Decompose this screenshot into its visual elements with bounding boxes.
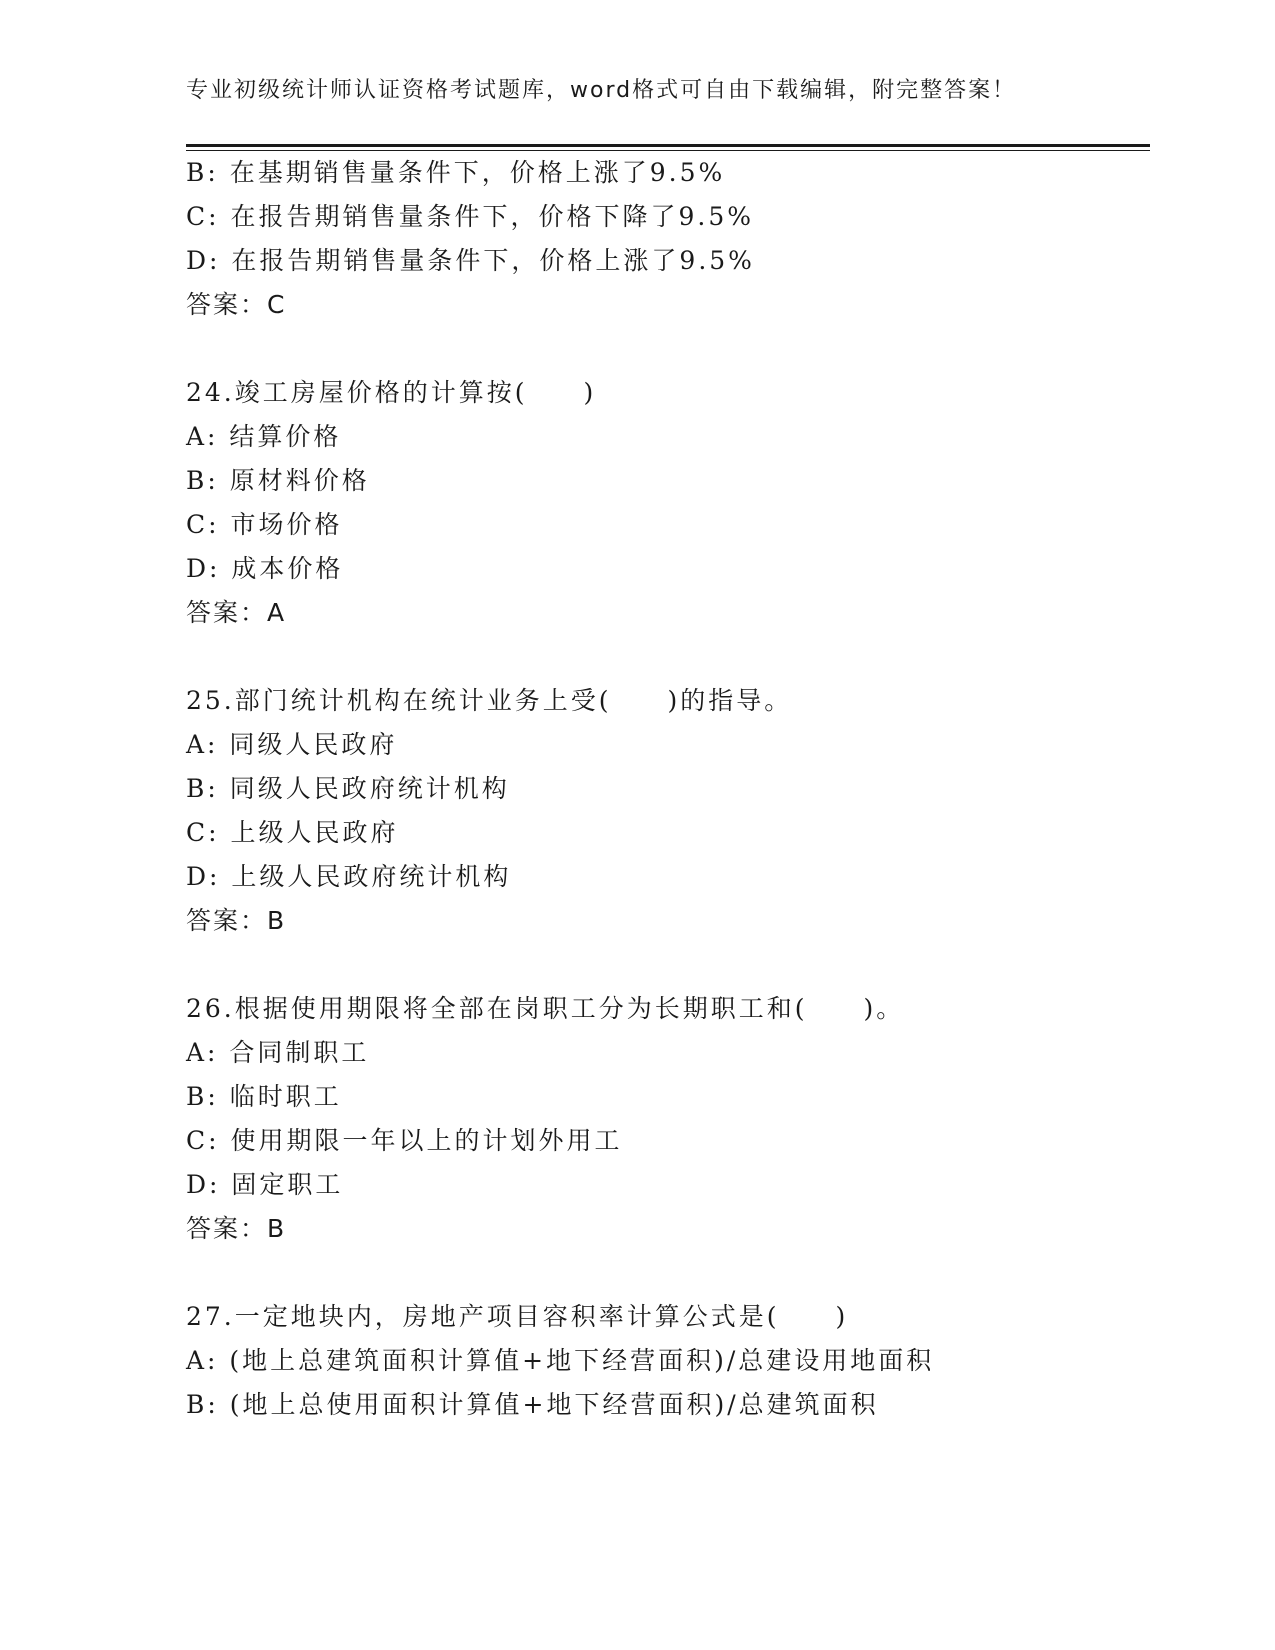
- option-b-q25: B: 同级人民政府统计机构: [186, 774, 510, 803]
- header-rule-thin: [186, 150, 1150, 151]
- answer-q25: 答案：B: [186, 906, 287, 935]
- question-26: 26.根据使用期限将全部在岗职工分为长期职工和( )。: [186, 994, 905, 1023]
- option-b-q26: B: 临时职工: [186, 1082, 342, 1111]
- option-c-q25: C: 上级人民政府: [186, 818, 399, 847]
- option-a-q25: A: 同级人民政府: [186, 730, 398, 759]
- option-d-q23: D: 在报告期销售量条件下，价格上涨了9.5%: [186, 246, 755, 275]
- answer-q26: 答案：B: [186, 1214, 287, 1243]
- answer-q23: 答案：C: [186, 290, 287, 319]
- option-b-q24: B: 原材料价格: [186, 466, 370, 495]
- option-d-q26: D: 固定职工: [186, 1170, 344, 1199]
- option-d-q25: D: 上级人民政府统计机构: [186, 862, 512, 891]
- question-25: 25.部门统计机构在统计业务上受( )的指导。: [186, 686, 793, 715]
- option-a-q27: A: (地上总建筑面积计算值+地下经营面积)/总建设用地面积: [186, 1346, 935, 1375]
- question-27: 27.一定地块内，房地产项目容积率计算公式是( ): [186, 1302, 849, 1331]
- option-c-q24: C: 市场价格: [186, 510, 343, 539]
- option-c-q26: C: 使用期限一年以上的计划外用工: [186, 1126, 623, 1155]
- page-header: 专业初级统计师认证资格考试题库，word格式可自由下载编辑，附完整答案！: [186, 78, 1017, 103]
- question-24: 24.竣工房屋价格的计算按( ): [186, 378, 597, 407]
- option-a-q26: A: 合同制职工: [186, 1038, 370, 1067]
- header-rule: [186, 144, 1150, 147]
- option-b-q27: B: (地上总使用面积计算值+地下经营面积)/总建筑面积: [186, 1390, 879, 1419]
- option-a-q24: A: 结算价格: [186, 422, 342, 451]
- option-b-q23: B: 在基期销售量条件下，价格上涨了9.5%: [186, 158, 726, 187]
- answer-q24: 答案：A: [186, 598, 287, 627]
- option-d-q24: D: 成本价格: [186, 554, 344, 583]
- option-c-q23: C: 在报告期销售量条件下，价格下降了9.5%: [186, 202, 755, 231]
